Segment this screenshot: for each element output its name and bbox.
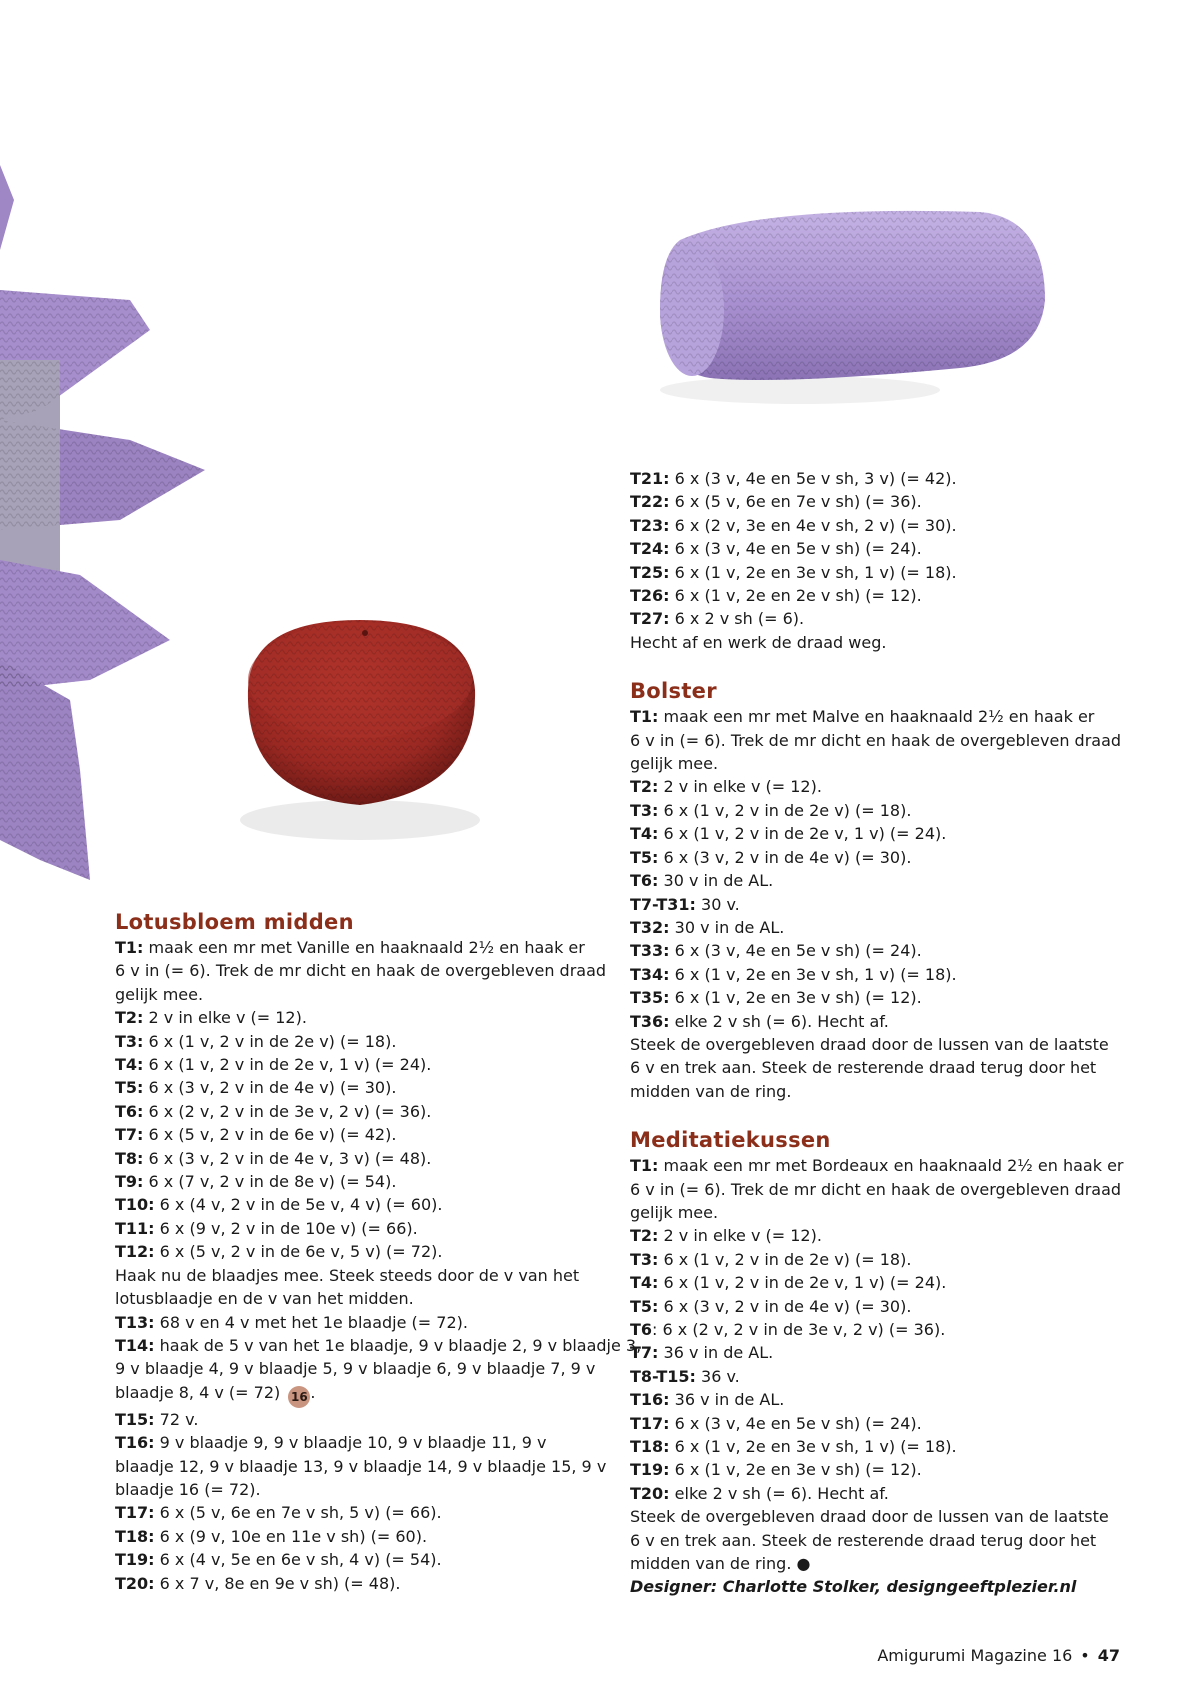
row-text: 6 x 7 v, 8e en 9e v sh) (= 48). — [154, 1573, 401, 1593]
row-text: maak een mr met Vanille en haaknaald 2½ en haak er — [143, 938, 585, 957]
pattern-row — [630, 584, 1124, 607]
pattern-row — [630, 1271, 1124, 1294]
pattern-row — [115, 1076, 641, 1099]
pattern-row — [115, 1100, 641, 1123]
row-text: 6 x (3 v, 2 v in de 4e v, 3 v) (= 48). — [143, 1148, 432, 1168]
row-text: maak een mr met Malve en haaknaald 2½ en haak er — [658, 707, 1095, 727]
pattern-row — [115, 1501, 641, 1524]
row-text: 6 x (2 v, 2 v in de 3e v, 2 v) (= 36). — [143, 1101, 432, 1121]
pattern-row — [630, 1056, 1124, 1079]
row-label: T3: — [115, 1031, 144, 1051]
page-footer — [877, 1646, 1120, 1665]
row-label: T2: — [630, 1226, 659, 1246]
row-text: 6 x (3 v, 4e en 5e v sh) (= 24). — [669, 941, 922, 961]
row-text: Haak nu de blaadjes mee. Steek steeds door de v van het — [115, 1265, 580, 1285]
row-text: 6 x (5 v, 6e en 7e v sh, 5 v) (= 66). — [154, 1503, 442, 1523]
row-label: T21: — [630, 469, 670, 488]
pattern-row — [630, 1341, 1124, 1364]
pattern-row — [630, 705, 1124, 728]
row-text: 6 x (1 v, 2 v in de 2e v) (= 18). — [143, 1031, 397, 1051]
row-label: T15: — [115, 1409, 155, 1429]
pattern-row — [115, 1123, 641, 1146]
row-text: 30 v. — [695, 894, 740, 914]
row-text: 6 x 2 v sh (= 6). — [669, 609, 805, 629]
row-text: 6 x (3 v, 4e en 5e v sh) (= 24). — [669, 539, 922, 559]
row-text: 6 x (1 v, 2e en 3e v sh, 1 v) (= 18). — [669, 1437, 957, 1457]
pattern-row — [630, 963, 1124, 986]
pattern-row — [115, 1357, 641, 1380]
row-text: Hecht af en werk de draad weg. — [630, 632, 887, 652]
pattern-bolster-rows — [630, 705, 1124, 1103]
pattern-row — [115, 1334, 641, 1357]
pattern-row — [115, 1311, 641, 1334]
meditation-cushion-photo — [240, 620, 480, 840]
row-text: blaadje 8, 4 v (= 72) — [115, 1382, 286, 1402]
footer-bullet: • — [1080, 1646, 1090, 1665]
pattern-row — [630, 1178, 1124, 1201]
row-label: T18: — [115, 1526, 155, 1546]
row-text: Steek de overgebleven draad door de lussen van de laatste — [630, 1034, 1109, 1054]
pattern-row — [115, 1264, 641, 1287]
row-text: 6 x (4 v, 5e en 6e v sh, 4 v) (= 54). — [154, 1550, 442, 1570]
row-label: T35: — [630, 988, 670, 1008]
pattern-row — [630, 1435, 1124, 1458]
pattern-row — [630, 631, 1124, 654]
row-text: 6 x (3 v, 2 v in de 4e v) (= 30). — [143, 1078, 397, 1098]
pattern-row — [630, 1154, 1124, 1177]
row-text: haak de 5 v van het 1e blaadje, 9 v blaadje 2, 9 v blaadje 3, — [154, 1335, 642, 1355]
pattern-row — [630, 1224, 1124, 1247]
column-left — [115, 908, 641, 1595]
row-text: 6 v en trek aan. Steek de resterende draad terug door het — [630, 1058, 1097, 1078]
pattern-row — [115, 1478, 641, 1501]
row-label: T3: — [630, 800, 659, 820]
row-text: 6 x (3 v, 4e en 5e v sh) (= 24). — [669, 1413, 922, 1433]
row-label: T1: — [115, 938, 144, 957]
row-text: 36 v in de AL. — [658, 1343, 774, 1363]
row-text: 6 x (5 v, 6e en 7e v sh) (= 36). — [669, 492, 922, 512]
pattern-row — [630, 893, 1124, 916]
row-text: gelijk mee. — [630, 754, 719, 774]
row-text: 6 x (1 v, 2 v in de 2e v) (= 18). — [658, 800, 912, 820]
row-label: T36: — [630, 1011, 670, 1031]
page-number: 47 — [1097, 1646, 1120, 1665]
pattern-row — [630, 799, 1124, 822]
column-right — [630, 467, 1124, 1599]
row-label: T4: — [630, 1273, 659, 1293]
row-text: 9 v blaadje 9, 9 v blaadje 10, 9 v blaadje 11, 9 v — [154, 1433, 547, 1453]
row-text: 6 x (5 v, 2 v in de 6e v) (= 42). — [143, 1125, 397, 1145]
row-label: T20: — [115, 1573, 155, 1593]
row-label: T12: — [115, 1242, 155, 1262]
row-label: T22: — [630, 492, 670, 512]
row-label: T6: — [115, 1101, 144, 1121]
pattern-row — [630, 869, 1124, 892]
pattern-row — [630, 729, 1124, 752]
pattern-row — [630, 752, 1124, 775]
row-label: T1: — [630, 1156, 659, 1176]
row-label: T4: — [630, 824, 659, 844]
pattern-row — [115, 1455, 641, 1478]
row-label: T26: — [630, 586, 670, 606]
pattern-meditatie-rows — [630, 1154, 1124, 1575]
row-label: T16: — [115, 1433, 155, 1453]
row-text: 6 x (9 v, 2 v in de 10e v) (= 66). — [154, 1218, 418, 1238]
pattern-row — [115, 1240, 641, 1263]
row-text: 6 x (1 v, 2 v in de 2e v, 1 v) (= 24). — [658, 1273, 947, 1293]
pattern-row — [630, 775, 1124, 798]
row-label: T10: — [115, 1195, 155, 1215]
row-text: 6 x (2 v, 3e en 4e v sh, 2 v) (= 30). — [669, 515, 957, 535]
row-label: T18: — [630, 1437, 670, 1457]
pattern-row — [630, 1033, 1124, 1056]
row-text: 6 x (1 v, 2 v in de 2e v, 1 v) (= 24). — [143, 1055, 432, 1075]
pattern-row — [630, 514, 1124, 537]
row-label: T5: — [115, 1078, 144, 1098]
row-label: T11: — [115, 1218, 155, 1238]
row-text: 6 x (7 v, 2 v in de 8e v) (= 54). — [143, 1172, 397, 1192]
pattern-row — [630, 1552, 1124, 1575]
row-label: T17: — [115, 1503, 155, 1523]
row-text: 6 v in (= 6). Trek de mr dicht en haak de overgebleven draad — [115, 961, 607, 981]
section-heading-bolster: Bolster — [630, 679, 717, 704]
row-text: Steek de overgebleven draad door de lussen van de laatste — [630, 1507, 1109, 1527]
row-text: 68 v en 4 v met het 1e blaadje (= 72). — [154, 1312, 468, 1332]
designer-credit: Designer: Charlotte Stolker, designgeeftplezier.nl — [630, 1577, 1077, 1597]
row-label: T32: — [630, 917, 670, 937]
pattern-row — [115, 959, 641, 982]
pattern-row — [115, 1030, 641, 1053]
row-text: 6 v en trek aan. Steek de resterende draad terug door het — [630, 1530, 1097, 1550]
row-label: T2: — [115, 1008, 144, 1028]
row-label: T2: — [630, 777, 659, 797]
row-text: 36 v. — [695, 1366, 740, 1386]
pattern-row — [630, 1365, 1124, 1388]
pattern-row — [115, 1217, 641, 1240]
row-text: 6 x (1 v, 2e en 3e v sh, 1 v) (= 18). — [669, 964, 957, 984]
pattern-row — [115, 1193, 641, 1216]
row-label: T13: — [115, 1312, 155, 1332]
pattern-row — [630, 986, 1124, 1009]
pattern-row — [630, 537, 1124, 560]
row-text: 6 x (3 v, 2 v in de 4e v) (= 30). — [658, 1296, 912, 1316]
section-heading-meditatie: Meditatiekussen — [630, 1128, 831, 1153]
pattern-row — [115, 1525, 641, 1548]
row-label: T7: — [115, 1125, 144, 1145]
pattern-row — [630, 1248, 1124, 1271]
row-label: T23: — [630, 515, 670, 535]
pattern-row — [630, 1318, 1124, 1341]
pattern-row — [630, 561, 1124, 584]
row-text: 9 v blaadje 4, 9 v blaadje 5, 9 v blaadje 6, 9 v blaadje 7, 9 v — [115, 1359, 596, 1379]
pattern-row — [630, 607, 1124, 630]
row-text: midden van de ring. ● — [630, 1554, 811, 1574]
pattern-row — [115, 983, 641, 1006]
pattern-lotus-continued-rows — [630, 467, 1124, 654]
row-text: lotusblaadje en de v van het midden. — [115, 1289, 414, 1309]
row-text: 6 x (1 v, 2e en 3e v sh) (= 12). — [669, 988, 922, 1008]
pattern-row — [115, 1548, 641, 1571]
row-text: blaadje 16 (= 72). — [115, 1479, 261, 1499]
row-text: gelijk mee. — [630, 1202, 719, 1222]
row-text: 6 x (1 v, 2e en 3e v sh, 1 v) (= 18). — [669, 562, 957, 582]
lotus-flower-photo — [0, 165, 205, 880]
row-text: 6 x (9 v, 10e en 11e v sh) (= 60). — [154, 1526, 428, 1546]
pattern-row — [115, 1408, 641, 1431]
pattern-row — [115, 1053, 641, 1076]
pattern-row — [115, 936, 641, 959]
pattern-row — [630, 1505, 1124, 1528]
bolster-photo — [660, 211, 1045, 404]
row-text: 6 v in (= 6). Trek de mr dicht en haak de overgebleven draad — [630, 1179, 1122, 1199]
row-label: T33: — [630, 941, 670, 961]
row-text: maak een mr met Bordeaux en haaknaald 2½ en haak er — [658, 1156, 1124, 1176]
row-label: T25: — [630, 562, 670, 582]
row-text-after: . — [310, 1382, 316, 1402]
row-label: T7: — [630, 1343, 659, 1363]
row-text: : 6 x (2 v, 2 v in de 3e v, 2 v) (= 36). — [652, 1320, 946, 1339]
row-label: T9: — [115, 1172, 144, 1192]
row-text: 6 x (1 v, 2e en 3e v sh) (= 12). — [669, 1460, 922, 1480]
row-label: T7-T31: — [630, 894, 696, 914]
row-text: 6 x (1 v, 2 v in de 2e v) (= 18). — [658, 1249, 912, 1269]
row-label: T8-T15: — [630, 1366, 696, 1386]
row-label: T3: — [630, 1249, 659, 1269]
row-text: elke 2 v sh (= 6). Hecht af. — [669, 1011, 889, 1031]
row-label: T20: — [630, 1483, 670, 1503]
row-label: T6: — [630, 871, 659, 891]
row-text: elke 2 v sh (= 6). Hecht af. — [669, 1483, 889, 1503]
row-text: 6 x (5 v, 2 v in de 6e v, 5 v) (= 72). — [154, 1242, 443, 1262]
row-label: T17: — [630, 1413, 670, 1433]
row-label: T19: — [115, 1550, 155, 1570]
row-text: 6 x (1 v, 2e en 2e v sh) (= 12). — [669, 586, 922, 606]
row-label: T5: — [630, 847, 659, 867]
row-label: T6 — [630, 1320, 653, 1339]
row-text: 30 v in de AL. — [658, 871, 774, 891]
row-label: T5: — [630, 1296, 659, 1316]
row-text: 6 x (1 v, 2 v in de 2e v, 1 v) (= 24). — [658, 824, 947, 844]
row-text: 6 v in (= 6). Trek de mr dicht en haak de overgebleven draad — [630, 730, 1122, 750]
pattern-row — [115, 1006, 641, 1029]
pattern-row — [630, 1010, 1124, 1033]
row-label: T8: — [115, 1148, 144, 1168]
row-label: T1: — [630, 707, 659, 727]
row-text: 6 x (4 v, 2 v in de 5e v, 4 v) (= 60). — [154, 1195, 443, 1215]
row-text: 2 v in elke v (= 12). — [658, 777, 822, 797]
pattern-row — [630, 939, 1124, 962]
pattern-row — [630, 1201, 1124, 1224]
pattern-row — [115, 1381, 641, 1408]
pattern-row — [115, 1572, 641, 1595]
row-label: T14: — [115, 1335, 155, 1355]
pattern-row — [630, 1458, 1124, 1481]
magazine-name: Amigurumi Magazine 16 — [877, 1646, 1073, 1665]
row-label: T4: — [115, 1055, 144, 1075]
pattern-row — [115, 1147, 641, 1170]
pattern-row — [630, 1295, 1124, 1318]
row-text: 2 v in elke v (= 12). — [143, 1008, 307, 1028]
row-text: 6 x (3 v, 2 v in de 4e v) (= 30). — [658, 847, 912, 867]
pattern-row — [630, 1388, 1124, 1411]
row-text: 30 v in de AL. — [669, 917, 785, 937]
row-text: blaadje 12, 9 v blaadje 13, 9 v blaadje 14, 9 v blaadje 15, 9 v — [115, 1456, 607, 1476]
row-text: gelijk mee. — [115, 984, 204, 1004]
row-label: T27: — [630, 609, 670, 629]
photo-reference-badge: 16 — [288, 1386, 310, 1408]
row-text: 72 v. — [154, 1409, 199, 1429]
pattern-lotus-rows — [115, 936, 641, 1595]
pattern-row — [630, 916, 1124, 939]
pattern-row — [630, 846, 1124, 869]
pattern-row — [115, 1170, 641, 1193]
pattern-row — [630, 1412, 1124, 1435]
pattern-row — [630, 1482, 1124, 1505]
pattern-row — [115, 1431, 641, 1454]
row-label: T34: — [630, 964, 670, 984]
row-text: midden van de ring. — [630, 1081, 792, 1101]
pattern-row — [630, 490, 1124, 513]
pattern-row — [630, 822, 1124, 845]
pattern-row — [630, 1080, 1124, 1103]
row-label: T24: — [630, 539, 670, 559]
row-label: T16: — [630, 1390, 670, 1410]
row-text: 36 v in de AL. — [669, 1390, 785, 1410]
section-heading-lotus: Lotusbloem midden — [115, 910, 354, 934]
row-text: 2 v in elke v (= 12). — [658, 1226, 822, 1246]
pattern-row — [630, 1529, 1124, 1552]
pattern-row — [115, 1287, 641, 1310]
row-text: 6 x (3 v, 4e en 5e v sh, 3 v) (= 42). — [669, 469, 957, 488]
pattern-row — [630, 467, 1124, 490]
row-label: T19: — [630, 1460, 670, 1480]
